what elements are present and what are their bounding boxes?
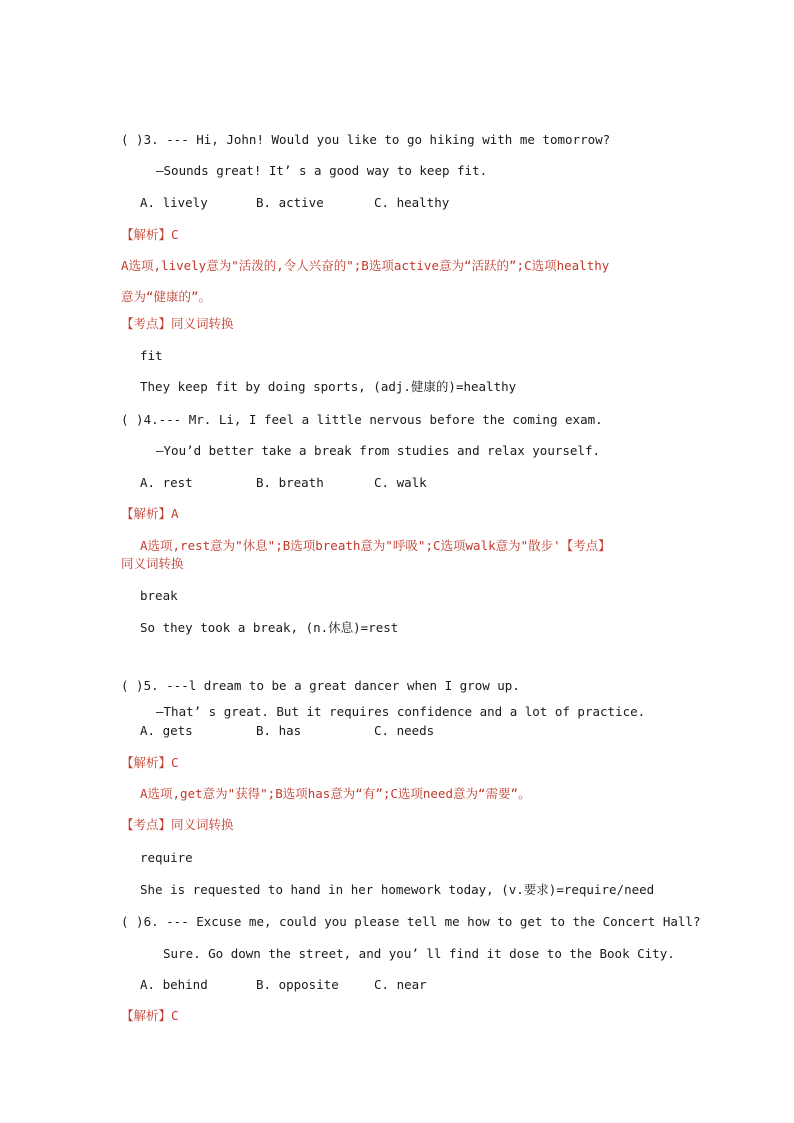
q3-analysis-line2: 意为“健康的”。 (121, 289, 212, 304)
q4-word: break (140, 588, 178, 603)
q6-reply: Sure. Go down the street, and you’ ll find it dose to the Book City. (163, 946, 675, 961)
q4-option-a: A. rest (140, 475, 193, 490)
q4-reply: —You’d better take a break from studies and relax yourself. (156, 443, 601, 458)
q6-option-b: B. opposite (256, 977, 339, 992)
q5-analysis-line1: A选项,get意为"获得";B选项has意为“有”;C选项need意为“需要”。 (140, 786, 531, 801)
q3-analysis-label: 【解析】C (121, 227, 179, 242)
q6-option-a: A. behind (140, 977, 208, 992)
q6-stem: ( )6. --- Excuse me, could you please tell me how to get to the Concert Hall? (121, 914, 701, 929)
q5-point-label: 【考点】同义词转换 (121, 817, 234, 832)
q5-option-a: A. gets (140, 723, 193, 738)
q3-word: fit (140, 348, 163, 363)
q4-option-c: C. walk (374, 475, 427, 490)
q3-point-label: 【考点】同义词转换 (121, 316, 234, 331)
q3-reply: —Sounds great! It’ s a good way to keep fit. (156, 163, 488, 178)
q4-analysis-line2: 同义词转换 (121, 556, 184, 571)
q4-analysis-label: 【解析】A (121, 506, 179, 521)
q5-reply: —That’ s great. But it requires confidence and a lot of practice. (156, 704, 646, 719)
q5-option-c: C. needs (374, 723, 435, 738)
q6-option-c: C. near (374, 977, 427, 992)
q3-option-b: B. active (256, 195, 324, 210)
q3-option-c: C. healthy (374, 195, 450, 210)
q3-stem: ( )3. --- Hi, John! Would you like to go hiking with me tomorrow? (121, 132, 611, 147)
q5-analysis-label: 【解析】C (121, 755, 179, 770)
q5-stem: ( )5. ---l dream to be a great dancer when I grow up. (121, 678, 520, 693)
q4-analysis-line1: A选项,rest意为"休息";B选项breath意为"呼吸";C选项walk意为"散步'【考点】 (140, 538, 611, 553)
q5-word: require (140, 850, 193, 865)
q5-option-b: B. has (256, 723, 302, 738)
q4-option-b: B. breath (256, 475, 324, 490)
q5-example: She is requested to hand in her homework today, (v.要求)=require/need (140, 882, 655, 897)
q6-analysis-label: 【解析】C (121, 1008, 179, 1023)
q3-example: They keep fit by doing sports, (adj.健康的)=healthy (140, 379, 517, 394)
q3-option-a: A. lively (140, 195, 208, 210)
q4-stem: ( )4.--- Mr. Li, I feel a little nervous before the coming exam. (121, 412, 603, 427)
q4-example: So they took a break, (n.休息)=rest (140, 620, 399, 635)
q3-analysis-line1: A选项,lively意为"活泼的,令人兴奋的";B选项active意为“活跃的”;C选项healthy (121, 258, 610, 273)
